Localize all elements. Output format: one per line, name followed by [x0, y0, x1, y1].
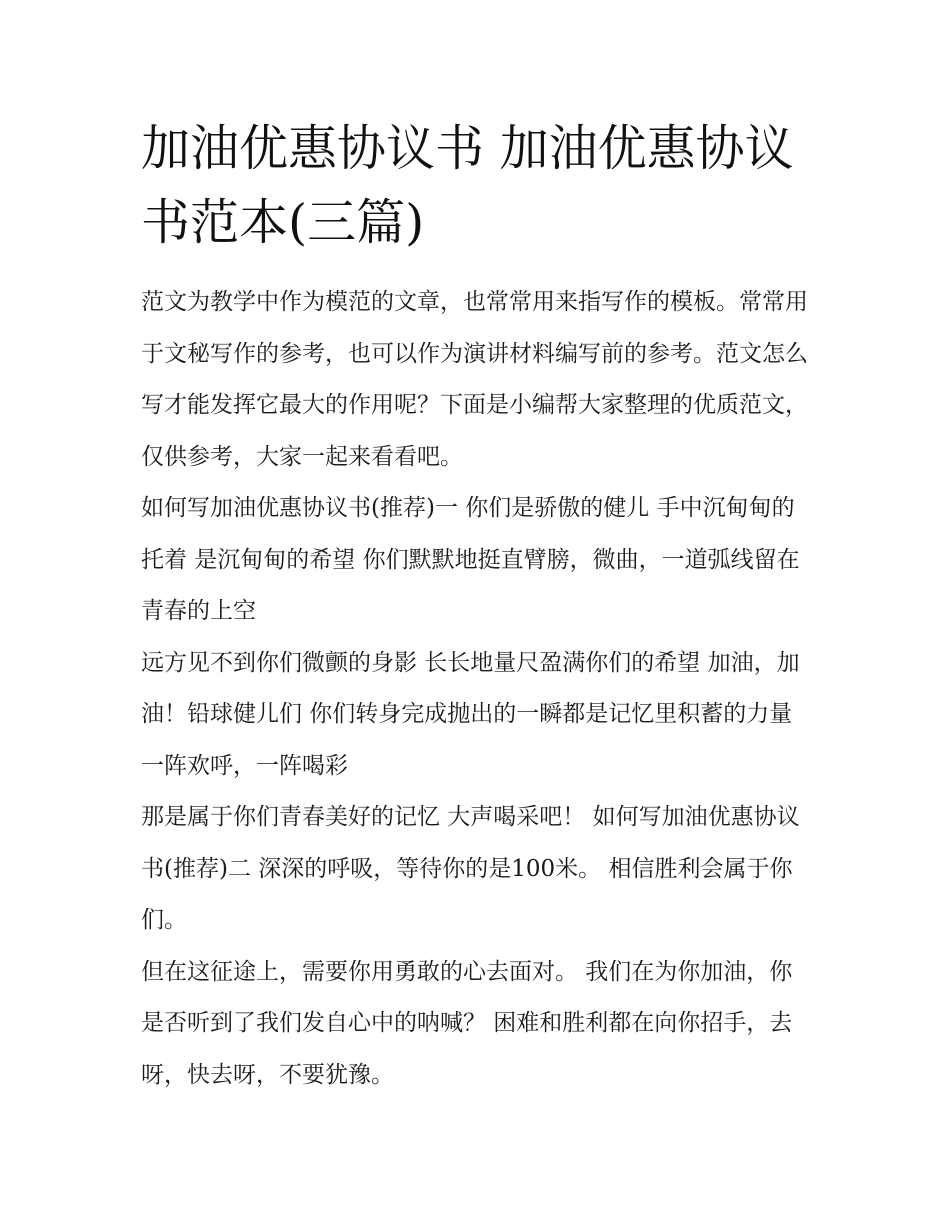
paragraph-poem-3: 那是属于你们青春美好的记忆 大声喝采吧！ 如何写加油优惠协议书(推荐)二 深深的呼吸，等待你的是100米。 相信胜利会属于你们。 [141, 804, 800, 933]
paragraph-intro: 范文为教学中作为模范的文章，也常常用来指写作的模板。常常用于文秘写作的参考，也可以作为演讲材料编写前的参考。范文怎么写才能发挥它最大的作用呢？下面是小编帮大家整理的优质范文，仅供参考，大家一起来看看吧。 [141, 289, 808, 470]
document-body [141, 277, 813, 1101]
paragraph-poem-1: 如何写加油优惠协议书(推荐)一 你们是骄傲的健儿 手中沉甸甸的托着 是沉甸甸的希望 你们默默地挺直臂膀，微曲，一道弧线留在青春的上空 [141, 495, 800, 624]
document-title: 加油优惠协议书 加油优惠协议书范本(三篇) [141, 120, 794, 251]
paragraph-poem-2: 远方见不到你们微颤的身影 长长地量尺盈满你们的希望 加油，加油！铅球健儿们 你们转身完成抛出的一瞬都是记忆里积蓄的力量 一阵欢呼，一阵喝彩 [141, 649, 800, 779]
paragraph-poem-4: 但在这征途上，需要你用勇敢的心去面对。 我们在为你加油，你是否听到了我们发自心中的呐喊？ 困难和胜利都在向你招手，去呀，快去呀，不要犹豫。 [141, 958, 793, 1088]
